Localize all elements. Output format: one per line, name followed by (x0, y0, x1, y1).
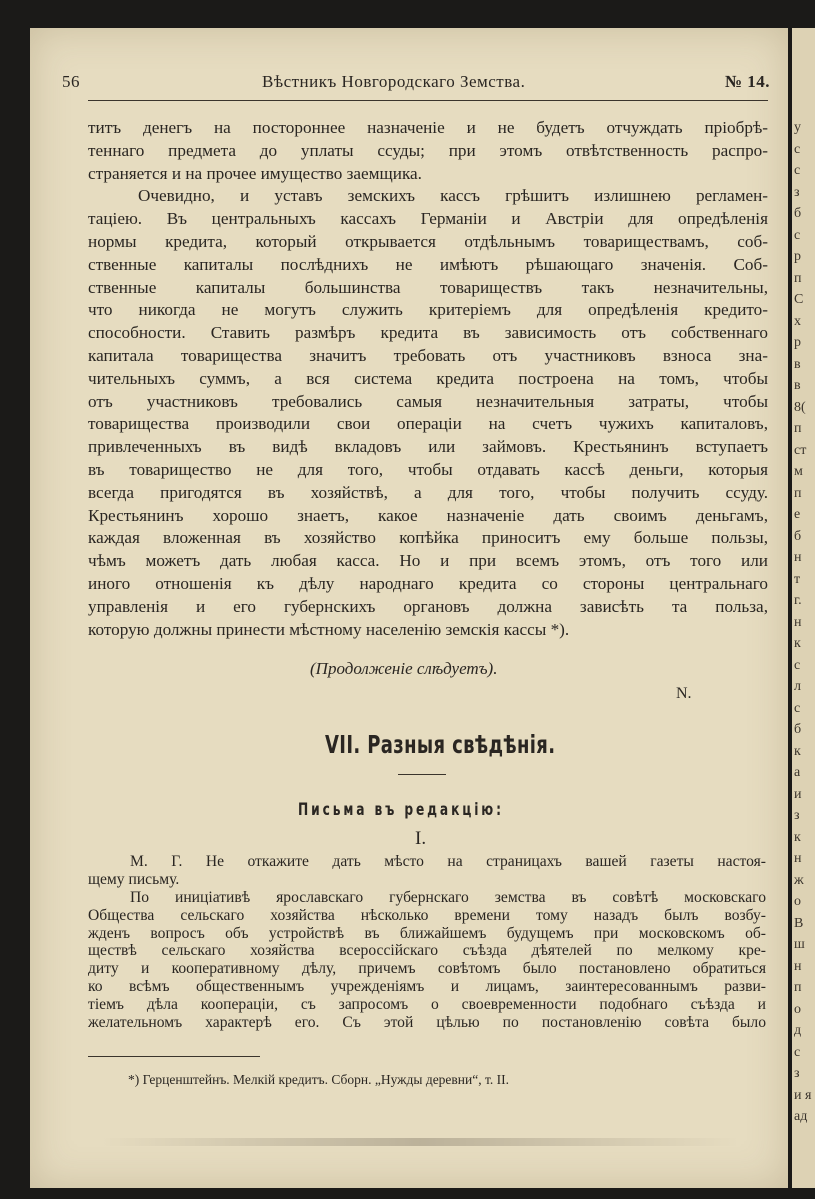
footnote-rule (88, 1056, 260, 1057)
adjacent-page-fragment: е (794, 507, 801, 522)
text-line: ственные капиталы послѣднихъ не имѣютъ рѣшающаго значенія. Соб- (88, 254, 768, 274)
text-line: иного отношенія къ дѣлу народнаго кредита со стороны центральнаго (88, 573, 768, 593)
text-line: Очевидно, и уставъ земскихъ кассъ грѣшитъ излишнею регламен- (138, 186, 768, 206)
text-line: что никогда не могутъ служить критеріемъ для опредѣленія кредито- (88, 300, 768, 320)
letter-line: диту и кооперативному дѣлу, причемъ совѣтомъ было постановлено обратиться (88, 960, 766, 978)
adjacent-page-fragment: р (794, 335, 801, 350)
text-line: нормы кредита, который открывается отдѣльнымъ товариществамъ, соб- (88, 231, 768, 251)
bleed-through-mark (100, 1138, 740, 1146)
text-line: товарищества производили свои операціи на счетъ чужихъ капиталовъ, (88, 414, 768, 434)
text-line: чительныхъ суммъ, а вся система кредита построена на томъ, чтобы (88, 368, 768, 388)
letter-body (88, 853, 766, 1032)
adjacent-page-fragment: ад (794, 1109, 808, 1124)
adjacent-page-fragment: х (794, 313, 801, 329)
adjacent-page-fragment: п (794, 485, 802, 501)
adjacent-page-fragment: к (794, 829, 801, 845)
adjacent-page-fragment: п (794, 421, 802, 436)
adjacent-page-fragment: 8( (794, 399, 806, 415)
text-line: капитала товарищества значитъ требовать отъ участниковъ взноса зна- (88, 345, 768, 365)
journal-title: Вѣстникъ Новгородскаго Земства. (262, 72, 526, 91)
text-line: ственные капиталы большинства товариществъ такъ незначительны, (88, 277, 768, 297)
text-line: въ товарищество не для того, чтобы отдавать кассѣ деньги, которыя (88, 459, 768, 479)
adjacent-page-fragment: с (794, 163, 801, 178)
letter-line: ществѣ сельскаго хозяйства всероссійскаго съѣзда дѣятелей по мелкому кре- (88, 942, 766, 960)
adjacent-page-fragment: с (794, 700, 801, 716)
adjacent-page-fragment: с (794, 141, 801, 157)
header-rule (88, 100, 768, 101)
text-line: отъ участниковъ требовались самыя незначительныя затраты, чтобы (88, 391, 768, 411)
text-line: привлеченныхъ въ видѣ вкладовъ или займовъ. Крестьянинъ вступаетъ (88, 437, 768, 457)
adjacent-page-fragment: ш (794, 937, 805, 952)
adjacent-page-fragment: о (794, 1001, 801, 1017)
page-number: 56 (62, 72, 80, 91)
adjacent-page-fragment: б (794, 722, 802, 737)
letter-line: желательномъ характерѣ его. Съ этой цѣлью по постановленію совѣта было (88, 1014, 766, 1032)
adjacent-page-fragment: ст (794, 442, 807, 458)
adjacent-page-fragment: т (794, 571, 801, 587)
adjacent-page-fragment: н (794, 958, 802, 974)
adjacent-page-fragment: м (794, 464, 803, 479)
adjacent-page-fragment: ж (794, 872, 804, 888)
adjacent-page-fragment: к (794, 636, 801, 651)
section-title: VII. Разныя свѣдѣнія. (325, 730, 556, 759)
continued-note: (Продолженіе слѣдуетъ). (310, 659, 498, 678)
adjacent-page-edge (792, 28, 815, 1188)
adjacent-page-fragment: б (794, 206, 802, 221)
adjacent-page-fragment: з (794, 184, 800, 200)
letter-line: жденъ вопросъ объ устройствѣ въ ближайшемъ будущемъ при московскомъ об- (88, 924, 766, 942)
text-line: теннаго предмета до уплаты ссуды; при этомъ отвѣтственность распро- (88, 140, 768, 160)
adjacent-page-fragment: к (794, 743, 801, 759)
adjacent-page-fragment: з (794, 1066, 800, 1081)
adjacent-page-fragment: в (794, 356, 801, 372)
adjacent-page-fragment: н (794, 550, 802, 565)
letter-line: ко всѣмъ общественнымъ учрежденіямъ и лицамъ, заинтересованнымъ разви- (88, 978, 766, 996)
adjacent-page-fragment: в (794, 378, 801, 393)
adjacent-page-fragment: с (794, 657, 801, 673)
adjacent-page-fragment: у (794, 120, 801, 135)
adjacent-page-fragment: а (794, 765, 801, 780)
letter-number: I. (415, 828, 427, 849)
text-line: чѣмъ можетъ дать любая касса. Но и при всемъ этомъ, отъ того или (88, 551, 768, 571)
footnote: *) Герценштейнъ. Мелкій кредитъ. Сборн. „Нужды деревни“, т. II. (128, 1072, 509, 1087)
text-line: каждая вложенная въ хозяйство копѣйка приноситъ ему больше пользы, (88, 528, 768, 548)
adjacent-page-fragment: с (794, 1044, 801, 1060)
author-signature: N. (676, 685, 692, 702)
adjacent-page-fragment: н (794, 614, 802, 630)
text-line: Крестьянинъ хорошо знаетъ, какое назначеніе дать своимъ деньгамъ, (88, 505, 768, 525)
adjacent-page-fragment: б (794, 528, 802, 544)
letter-line: тіемъ дѣла коопераціи, съ запросомъ о своевременности подобнаго съѣзда и (88, 996, 766, 1014)
adjacent-page-fragment: о (794, 894, 801, 909)
adjacent-page-fragment: С (794, 292, 804, 307)
adjacent-page-fragment: з (794, 808, 800, 823)
adjacent-page-fragment: с (794, 227, 801, 243)
letter-line: Общества сельскаго хозяйства нѣсколько времени тому назадъ былъ возбу- (88, 906, 766, 924)
adjacent-page-fragment: и (794, 786, 802, 802)
section-rule (398, 774, 446, 775)
text-line: управленія и его губернскихъ органовъ должна зависѣть та польза, (88, 596, 768, 616)
text-line: которую должны принести мѣстному населенію земскія кассы *). (88, 619, 570, 639)
article-body (88, 117, 768, 641)
adjacent-page-fragment: р (794, 249, 801, 264)
letter-line: По иниціативѣ ярославскаго губернскаго земства въ совѣтѣ московскаго (130, 888, 766, 906)
adjacent-page-fragment: л (794, 679, 801, 694)
letter-line: М. Г. Не откажите дать мѣсто на страницахъ вашей газеты настоя- (130, 853, 766, 870)
text-line: способности. Ставить размѣръ кредита въ зависимость отъ собственнаго (88, 323, 768, 343)
text-line: всегда пригодятся въ хозяйствѣ, а для того, чтобы получить ссуду. (88, 482, 768, 502)
letters-heading: Письма въ редакцію: (298, 800, 504, 820)
adjacent-page-fragment: В (794, 915, 804, 931)
running-header (62, 72, 770, 98)
adjacent-page-fragment: п (794, 980, 802, 995)
adjacent-page-fragment: д (794, 1023, 802, 1038)
text-line: титъ денегъ на постороннее назначеніе и не будетъ отчуждать пріобрѣ- (88, 118, 768, 137)
text-line: страняется и на прочее имущество заемщика. (88, 163, 422, 183)
issue-number: № 14. (724, 72, 770, 91)
adjacent-page-fragment: и я (794, 1087, 812, 1103)
adjacent-page-fragment: г. (794, 593, 802, 608)
adjacent-page-fragment: н (794, 851, 802, 866)
adjacent-page-fragment: п (794, 270, 802, 286)
text-line: таціею. Въ центральныхъ кассахъ Германіи и Австріи для опредѣленія (88, 209, 768, 229)
letter-line: щему письму. (88, 870, 180, 888)
